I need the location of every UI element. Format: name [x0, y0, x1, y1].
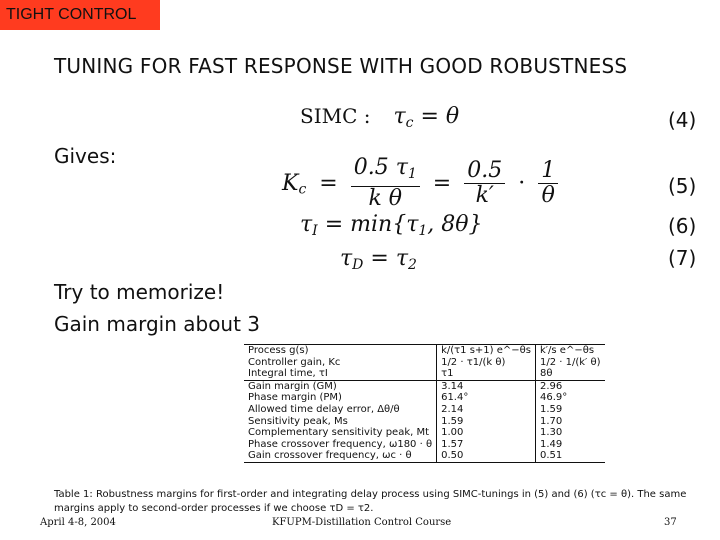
table-row: Phase margin (PM) 61.4° 46.9° [244, 392, 605, 404]
slide-title: TUNING FOR FAST RESPONSE WITH GOOD ROBUSTNESS [54, 54, 628, 78]
eq7-rhs: = τ [370, 246, 409, 271]
eq5-frac2-num: 0.5 [464, 159, 505, 184]
table-row: Phase crossover frequency, ω180 · θ 1.57 1.49 [244, 439, 605, 451]
eq4-lhs: τ [393, 104, 406, 129]
eq7-lhs: τ [340, 246, 353, 271]
equation-5: $K_c$ = $\frac{0.5 \tau_1}{\text{k θ}}$ = $\frac{0.5}{k'}$ · $\frac{1}{\theta}$ [282, 156, 558, 211]
eq6-rhs: = min{τ [324, 212, 419, 237]
eq4-rhs: = θ [420, 104, 460, 129]
table-row: Gain crossover frequency, ωc · θ 0.50 0.51 [244, 450, 605, 462]
eq5-frac3-den: θ [541, 183, 555, 208]
equation-4 [300, 104, 459, 131]
eq5-frac1-den: k θ [368, 186, 403, 211]
eq7-rhs-sub: 2 [408, 257, 417, 273]
eq4-number: (4) [668, 108, 697, 132]
table-row: Allowed time delay error, Δθ/θ 2.14 1.59 [244, 404, 605, 416]
table-row: Controller gain, Kc 1/2 · τ1/(k θ) 1/2 · 1/(k′ θ) [244, 357, 605, 369]
eq5-number: (5) [668, 174, 697, 198]
gives-label: Gives: [54, 144, 117, 168]
footer-course: KFUPM-Distillation Control Course [272, 517, 452, 528]
eq6-number: (6) [668, 214, 697, 238]
eq5-fraction-2 [464, 159, 505, 208]
eq7-lhs-sub: D [352, 257, 364, 273]
eq5-fraction-3 [538, 159, 558, 208]
table-caption: Table 1: Robustness margins for first-order and integrating delay process using SIMC-tunings in (5) and (6) (τc = θ). The same margins apply to second-order processes if we choose τD = τ2. [54, 489, 687, 514]
eq7-number: (7) [668, 246, 697, 270]
eq6-rhs-sub: 1 [418, 223, 428, 239]
table-row: Gain margin (GM) 3.14 2.96 [244, 380, 605, 392]
eq6-rhs-tail: , 8θ} [427, 212, 483, 237]
eq5-lhs-sub: c [298, 181, 307, 198]
eq6-lhs-sub: I [312, 223, 318, 239]
equation-6 [300, 212, 483, 239]
eq5-frac3-num: 1 [538, 159, 558, 184]
footer-date: April 4-8, 2004 [40, 517, 116, 528]
eq5-lhs: K [282, 171, 299, 196]
table-row: Process g(s) k/(τ1 s+1) e^−θs k′/s e^−θs [244, 345, 605, 357]
robustness-table [244, 344, 605, 463]
equation-7 [340, 246, 417, 273]
table-row: Complementary sensitivity peak, Mt 1.00 1.30 [244, 427, 605, 439]
footer-page-number: 37 [664, 517, 677, 528]
header-tag: TIGHT CONTROL [0, 0, 160, 30]
eq5-frac1-num: 0.5 τ [353, 155, 408, 180]
table-row: Integral time, τI τ1 8θ [244, 368, 605, 380]
gain-margin-text: Gain margin about 3 [54, 312, 261, 336]
eq5-frac1-num-sub: 1 [407, 166, 417, 182]
memorize-text: Try to memorize! [54, 280, 225, 304]
eq6-lhs: τ [300, 212, 313, 237]
eq5-fraction-1 [351, 156, 420, 211]
eq4-lhs-sub: c [405, 115, 414, 131]
eq4-label: SIMC : [300, 104, 371, 128]
table-row: Sensitivity peak, Ms 1.59 1.70 [244, 416, 605, 428]
eq5-frac2-den: k′ [475, 183, 494, 208]
